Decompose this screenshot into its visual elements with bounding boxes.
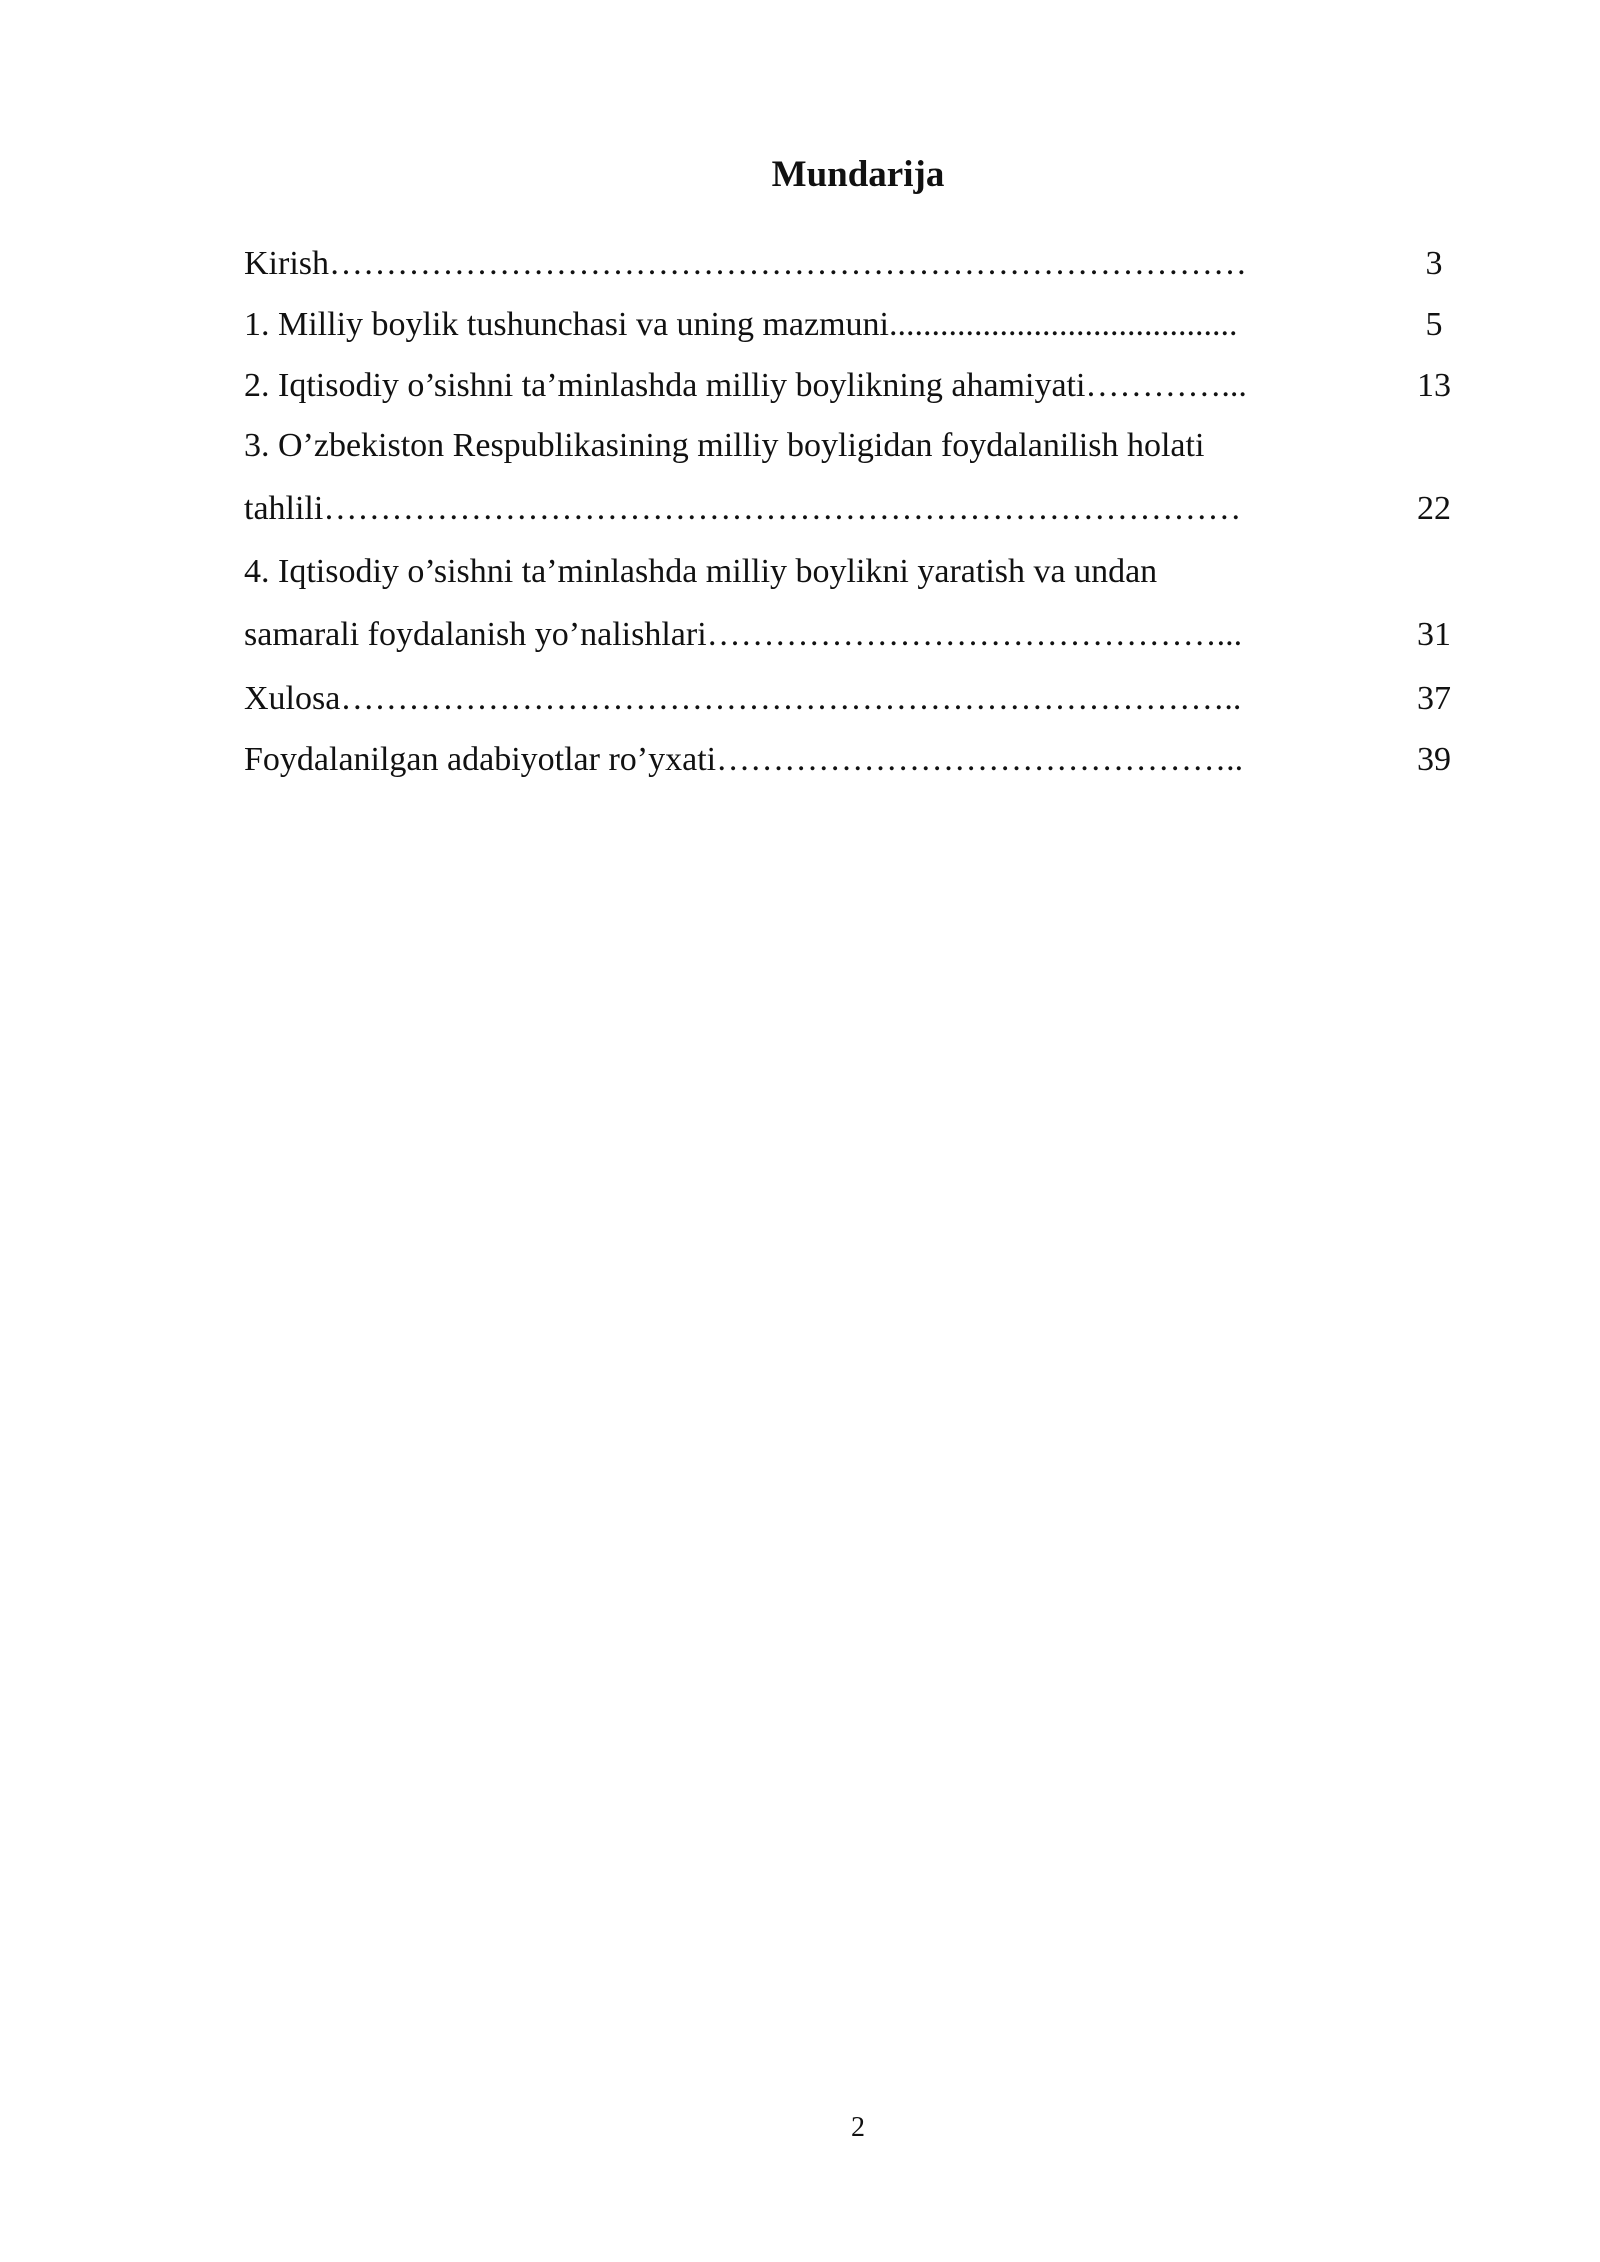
toc-entry-2 <box>244 355 1464 416</box>
toc-entry-text: samarali foydalanish yo’nalishlari………………………………………... <box>244 616 1243 653</box>
toc-entry-page: 31 <box>1417 616 1451 653</box>
toc-entry-adabiyotlar <box>244 729 1464 790</box>
table-of-contents <box>244 233 1464 790</box>
toc-entry-kirish <box>244 233 1464 294</box>
toc-entry-text: Kirish……………………………………………………………………… <box>244 245 1247 282</box>
toc-entry-text: 1. Milliy boylik tushunchasi va uning mazmuni......................................... <box>244 306 1238 343</box>
toc-entry-page: 37 <box>1417 680 1451 717</box>
toc-entry-text: 2. Iqtisodiy o’sishni ta’minlashda milliy boylikning ahamiyati…………... <box>244 367 1247 404</box>
toc-entry-4-line1 <box>244 542 1464 602</box>
toc-entry-text: Foydalanilgan adabiyotlar ro’yxati……………………………………….. <box>244 741 1244 778</box>
toc-entry-page: 22 <box>1417 490 1451 527</box>
toc-entry-page: 5 <box>1425 306 1443 343</box>
toc-entry-page: 3 <box>1425 245 1443 282</box>
toc-entry-1 <box>244 294 1464 355</box>
page-title: Mundarija <box>771 154 945 195</box>
toc-entry-page: 39 <box>1417 741 1451 778</box>
toc-entry-4-line2 <box>244 602 1464 668</box>
toc-entry-text: 3. O’zbekiston Respublikasining milliy boyligidan foydalanilish holati <box>244 427 1205 464</box>
toc-entry-page: 13 <box>1417 367 1451 404</box>
page-number: 2 <box>851 2112 865 2143</box>
toc-entry-3-line1 <box>244 416 1464 476</box>
toc-entry-text: Xulosa…………………………………………………………………….. <box>244 680 1242 717</box>
toc-entry-3-line2 <box>244 476 1464 542</box>
toc-entry-xulosa <box>244 668 1464 729</box>
toc-entry-text: tahlili……………………………………………………………………… <box>244 490 1242 527</box>
toc-entry-text: 4. Iqtisodiy o’sishni ta’minlashda milliy boylikni yaratish va undan <box>244 553 1158 590</box>
